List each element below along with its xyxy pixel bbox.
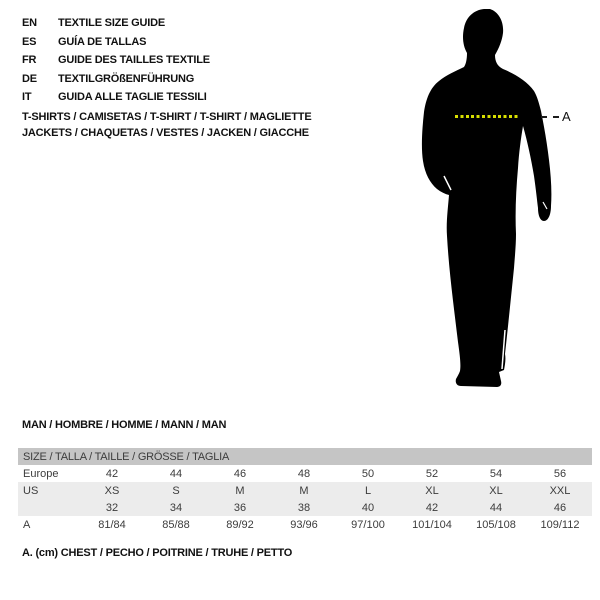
language-code: ES xyxy=(22,35,37,48)
row-label: Europe xyxy=(23,467,59,480)
language-row-fr xyxy=(22,51,210,70)
language-code: FR xyxy=(22,54,37,67)
table-cell: 50 xyxy=(361,467,375,480)
measurement-footnote: A. (cm) CHEST / PECHO / POITRINE / TRUHE / PETTO xyxy=(22,547,293,559)
language-label: GUIDA ALLE TAGLIE TESSILI xyxy=(58,91,207,104)
table-row-us xyxy=(18,482,592,499)
table-cell: 46 xyxy=(233,467,247,480)
language-code: DE xyxy=(22,72,37,85)
language-label: TEXTILGRÖßENFÜHRUNG xyxy=(58,72,195,85)
language-code: EN xyxy=(22,17,37,30)
category-line-tshirts: T-SHIRTS / CAMISETAS / T-SHIRT / T-SHIRT / MAGLIETTE xyxy=(22,111,312,123)
table-cell: 93/96 xyxy=(290,518,318,531)
table-cell: XL xyxy=(425,484,439,497)
table-cell: 32 xyxy=(105,501,119,514)
table-cell: 101/104 xyxy=(412,518,452,531)
language-label: GUIDE DES TAILLES TEXTILE xyxy=(58,54,210,67)
language-title-block xyxy=(22,14,210,107)
row-label: A xyxy=(23,518,31,531)
man-silhouette xyxy=(400,0,600,400)
table-row-europe xyxy=(18,465,592,482)
table-cell: XS xyxy=(104,484,120,497)
language-row-es xyxy=(22,33,210,52)
table-cell: 105/108 xyxy=(476,518,516,531)
table-cell: 42 xyxy=(425,501,439,514)
table-cell: 97/100 xyxy=(351,518,385,531)
table-cell: 54 xyxy=(489,467,503,480)
language-row-it xyxy=(22,88,210,107)
language-code: IT xyxy=(22,91,32,104)
size-table-header: SIZE / TALLA / TAILLE / GRÖSSE / TAGLIA xyxy=(18,448,592,465)
table-cell: XL xyxy=(489,484,503,497)
table-cell: M xyxy=(235,484,245,497)
language-row-en xyxy=(22,14,210,33)
figure-area xyxy=(400,0,600,400)
table-cell: L xyxy=(364,484,372,497)
language-label: TEXTILE SIZE GUIDE xyxy=(58,17,166,30)
table-cell: M xyxy=(299,484,309,497)
table-cell: 40 xyxy=(361,501,375,514)
section-title-man: MAN / HOMBRE / HOMME / MANN / MAN xyxy=(22,419,227,431)
table-cell: 36 xyxy=(233,501,247,514)
table-cell: 81/84 xyxy=(98,518,126,531)
table-cell: 109/112 xyxy=(540,518,580,531)
table-row-chest-cm xyxy=(18,516,592,533)
language-label: GUÍA DE TALLAS xyxy=(58,35,147,48)
table-row-us-numeric xyxy=(18,499,592,516)
table-cell: 46 xyxy=(553,501,567,514)
table-cell: 44 xyxy=(489,501,503,514)
table-cell: 56 xyxy=(553,467,567,480)
table-cell: 44 xyxy=(169,467,183,480)
table-cell: 42 xyxy=(105,467,119,480)
chest-measure-dotted-line xyxy=(455,115,520,118)
table-cell: 38 xyxy=(297,501,311,514)
size-table xyxy=(18,448,592,533)
table-cell: 89/92 xyxy=(226,518,254,531)
table-cell: 52 xyxy=(425,467,439,480)
row-label: US xyxy=(23,484,39,497)
table-cell: 85/88 xyxy=(162,518,190,531)
category-line-jackets: JACKETS / CHAQUETAS / VESTES / JACKEN / GIACCHE xyxy=(22,126,309,139)
table-cell: S xyxy=(172,484,180,497)
table-cell: 34 xyxy=(169,501,183,514)
garment-category-block xyxy=(22,110,311,141)
language-row-de xyxy=(22,70,210,89)
measure-pointer-dashes xyxy=(541,116,559,118)
measure-label-a: A xyxy=(562,109,571,124)
table-cell: 48 xyxy=(297,467,311,480)
table-cell: XXL xyxy=(549,484,571,497)
